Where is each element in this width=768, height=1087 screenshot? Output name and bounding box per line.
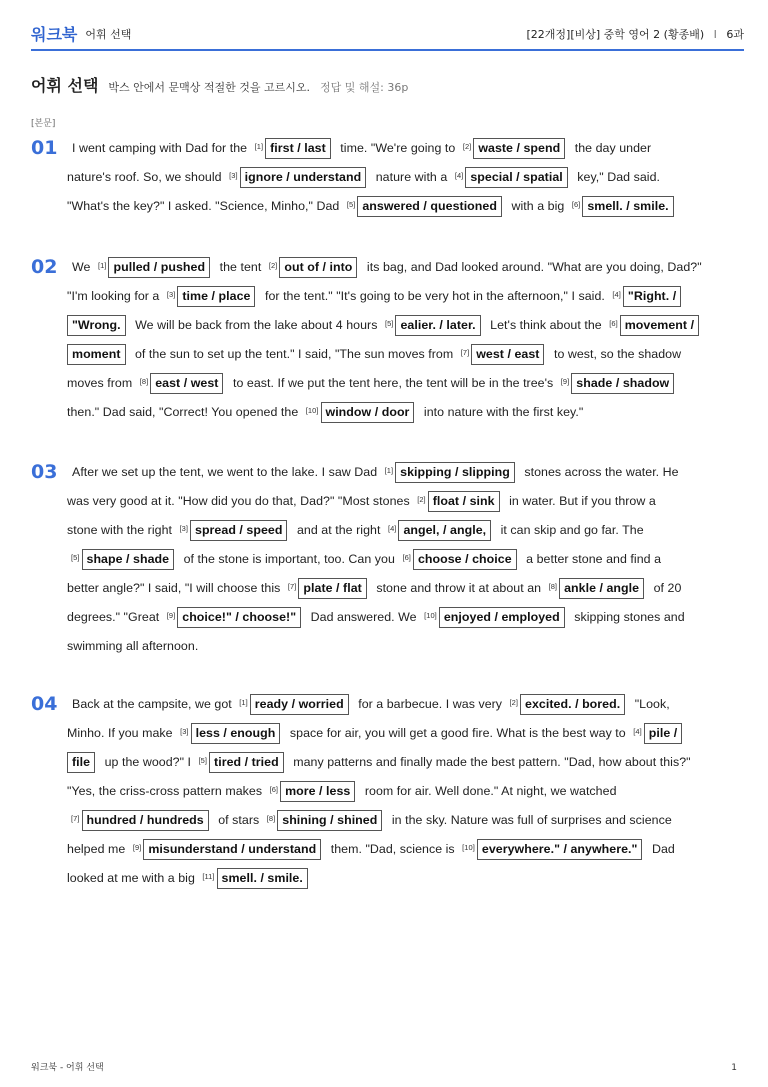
blank-number: [10] [305,406,319,415]
page-header [31,18,744,51]
passage-text: of 20 [650,581,682,595]
choice-box[interactable]: less / enough [191,723,281,744]
passage-text: time. "We're going to [336,141,459,155]
instruction-text: 박스 안에서 문맥상 적절한 것을 고르시오. [108,81,311,94]
passage-text: After we set up the tent, we went to the lake. I saw Dad [72,465,381,479]
choice-box[interactable]: "Wrong. [67,315,126,336]
choice-box[interactable]: tired / tried [209,752,284,773]
choice-box[interactable]: enjoyed / employed [439,607,565,628]
passage-text: stone with the right [67,523,176,537]
choice-box[interactable]: special / spatial [465,167,567,188]
paragraph-line [67,398,743,427]
paragraph-line [67,574,743,603]
passage-text: room for air. Well done." At night, we watched [361,784,617,798]
choice-box[interactable]: waste / spend [473,138,565,159]
blank-number: [4] [612,290,621,299]
paragraph-line [67,777,743,806]
passage-text: looked at me with a big [67,871,199,885]
paragraph-line [67,864,743,893]
blank-number: [1] [239,698,248,707]
passage-text: I went camping with Dad for the [72,141,251,155]
blank-number: [1] [384,466,394,475]
choice-box[interactable]: ready / worried [250,694,349,715]
lesson-label: 6과 [726,27,744,41]
footer-label: 워크북 - 어휘 선택 [31,1063,104,1073]
blank-number: [10] [462,843,475,852]
paragraph-line [67,835,743,864]
passage-text: "I'm looking for a [67,289,163,303]
blank-number: [3] [180,727,189,736]
choice-box[interactable]: movement / [620,315,699,336]
choice-box[interactable]: "Right. / [623,286,681,307]
blank-number: [10] [424,611,437,620]
choice-box[interactable]: west / east [471,344,544,365]
blank-number: [7] [460,348,470,357]
blank-number: [4] [454,171,464,180]
blank-number: [1] [254,142,264,151]
paragraph-line [67,311,743,340]
blank-number: [2] [509,698,519,707]
header-separator: I [713,27,717,41]
blank-number: [7] [71,814,80,823]
choice-box[interactable]: float / sink [428,491,500,512]
blank-number: [5] [384,319,394,328]
choice-box[interactable]: smell. / smile. [217,868,308,889]
section-02 [31,253,743,427]
paragraph-line [67,806,743,835]
passage-text: up the wood?" I [101,755,195,769]
passage-text: "Yes, the criss-cross pattern makes [67,784,266,798]
section-number: 01 [31,137,58,159]
passage-text: "What's the key?" I asked. "Science, Minho," Dad [67,199,343,213]
section-paragraph [67,253,743,427]
section-03 [31,458,743,661]
choice-box[interactable]: time / place [177,286,255,307]
passage-text: a better stone and find a [522,552,662,566]
blank-number: [6] [571,200,581,209]
choice-box[interactable]: excited. / bored. [520,694,625,715]
choice-box[interactable]: everywhere." / anywhere." [477,839,643,860]
paragraph-line [67,192,743,221]
header-subtitle: 어휘 선택 [85,27,132,41]
passage-text: and at the right [293,523,384,537]
passage-text: of stars [214,813,263,827]
paragraph-line [67,487,743,516]
passage-text: stones across the water. He [520,465,679,479]
title-bar [31,73,408,96]
section-number: 03 [31,461,58,483]
passage-text: better angle?" I said, "I will choose this [67,581,284,595]
passage-text: its bag, and Dad looked around. "What are you doing, Dad?" [363,260,702,274]
section-01 [31,134,743,221]
page-number: 1 [731,1063,737,1073]
section-number: 04 [31,693,58,715]
passage-text: to west, so the shadow [550,347,682,361]
paragraph-line [72,458,743,487]
choice-box[interactable]: shape / shade [82,549,175,570]
passage-text: Dad [648,842,675,856]
passage-text: in the sky. Nature was full of surprises and science [388,813,672,827]
blank-number: [7] [287,582,297,591]
choice-box[interactable]: smell. / smile. [582,196,673,217]
blank-number: [5] [346,200,356,209]
paragraph-line [67,632,743,661]
text-tag: [본문] [31,119,56,129]
section-paragraph [67,458,743,661]
choice-box[interactable]: choose / choice [413,549,517,570]
blank-number: [3] [229,171,238,180]
passage-text: nature's roof. So, we should [67,170,226,184]
choice-box[interactable]: plate / flat [298,578,366,599]
paragraph-line [67,369,743,398]
passage-text: key," Dad said. [573,170,660,184]
choice-box[interactable]: ealier. / later. [395,315,480,336]
choice-box[interactable]: more / less [280,781,355,802]
section-paragraph [67,134,743,221]
paragraph-line [67,719,743,748]
blank-number: [3] [166,290,176,299]
paragraph-line [67,282,743,311]
blank-number: [9] [166,611,176,620]
passage-text: for the tent." "It's going to be very hot in the afternoon," I said. [261,289,609,303]
blank-number: [5] [71,553,80,562]
blank-number: [9] [560,377,570,386]
blank-number: [2] [417,495,426,504]
passage-text: nature with a [372,170,451,184]
paragraph-line [67,545,743,574]
passage-text: degrees." "Great [67,610,163,624]
choice-box[interactable]: shade / shadow [571,373,674,394]
section-paragraph [67,690,743,893]
paragraph-line [72,690,743,719]
choice-box[interactable]: first / last [265,138,331,159]
passage-text: Dad answered. We [307,610,421,624]
header-book-info [527,26,745,42]
passage-text: them. "Dad, science is [327,842,459,856]
passage-text: the day under [571,141,652,155]
choice-box[interactable]: skipping / slipping [395,462,515,483]
passage-text: We will be back from the lake about 4 hours [131,318,381,332]
section-number: 02 [31,256,58,278]
paragraph-line [67,603,743,632]
blank-number: [1] [97,261,107,270]
book-title: [22개정][비상] 중학 영어 2 (황종배) [526,27,705,41]
passage-text: it can skip and go far. The [497,523,644,537]
choice-box[interactable]: shining / shined [277,810,382,831]
paragraph-line [67,516,743,545]
paragraph-line [67,748,743,777]
choice-box[interactable]: ankle / angle [559,578,644,599]
choice-box[interactable]: answered / questioned [357,196,502,217]
paragraph-line [72,253,743,282]
passage-text: "Look, [631,697,670,711]
blank-number: [11] [202,872,215,881]
choice-box[interactable]: hundred / hundreds [82,810,209,831]
choice-box[interactable]: spread / speed [190,520,287,541]
blank-number: [9] [132,843,142,852]
blank-number: [3] [179,524,188,533]
passage-text: of the stone is important, too. Can you [180,552,399,566]
brand-title: 워크북 [31,25,78,44]
passage-text: was very good at it. "How did you do that, Dad?" "Most stones [67,494,414,508]
blank-number: [5] [198,756,208,765]
blank-number: [6] [269,785,279,794]
paragraph-line [67,163,743,192]
passage-text: the tent [216,260,265,274]
choice-box[interactable]: file [67,752,95,773]
blank-number: [6] [609,319,618,328]
choice-box[interactable]: ignore / understand [240,167,367,188]
passage-text: space for air, you will get a good fire. What is the best way to [286,726,630,740]
passage-text: then." Dad said, "Correct! You opened the [67,405,302,419]
page-title: 어휘 선택 [31,76,99,95]
blank-number: [4] [633,727,642,736]
choice-box[interactable]: misunderstand / understand [143,839,321,860]
passage-text: for a barbecue. I was very [354,697,506,711]
paragraph-line [67,340,743,369]
passage-text: with a big [507,199,568,213]
passage-text: in water. But if you throw a [505,494,656,508]
passage-text: Let's think about the [486,318,606,332]
blank-number: [6] [402,553,411,562]
choice-box[interactable]: choice!" / choose!" [177,607,301,628]
blank-number: [8] [548,582,558,591]
passage-text: stone and throw it at about an [372,581,545,595]
passage-text: of the sun to set up the tent." I said, "The sun moves from [131,347,457,361]
passage-text: many patterns and finally made the best pattern. "Dad, how about this?" [289,755,691,769]
paragraph-line [72,134,743,163]
blank-number: [2] [268,261,278,270]
blank-number: [8] [139,377,149,386]
choice-box[interactable]: pile / [644,723,683,744]
choice-box[interactable]: pulled / pushed [108,257,210,278]
blank-number: [8] [266,814,276,823]
choice-box[interactable]: east / west [150,373,223,394]
blank-number: [4] [387,524,397,533]
passage-text: to east. If we put the tent here, the tent will be in the tree's [229,376,557,390]
passage-text: Back at the campsite, we got [72,697,236,711]
choice-box[interactable]: window / door [321,402,415,423]
passage-text: into nature with the first key." [420,405,584,419]
passage-text: moves from [67,376,136,390]
section-04 [31,690,743,893]
passage-text: skipping stones and [570,610,685,624]
answer-reference: 정답 및 해설: 36p [320,81,409,94]
choice-box[interactable]: moment [67,344,126,365]
choice-box[interactable]: out of / into [279,257,357,278]
passage-text: swimming all afternoon. [67,639,199,653]
passage-text: We [72,260,94,274]
choice-box[interactable]: angel, / angle, [398,520,491,541]
passage-text: helped me [67,842,129,856]
passage-text: Minho. If you make [67,726,177,740]
blank-number: [2] [462,142,472,151]
